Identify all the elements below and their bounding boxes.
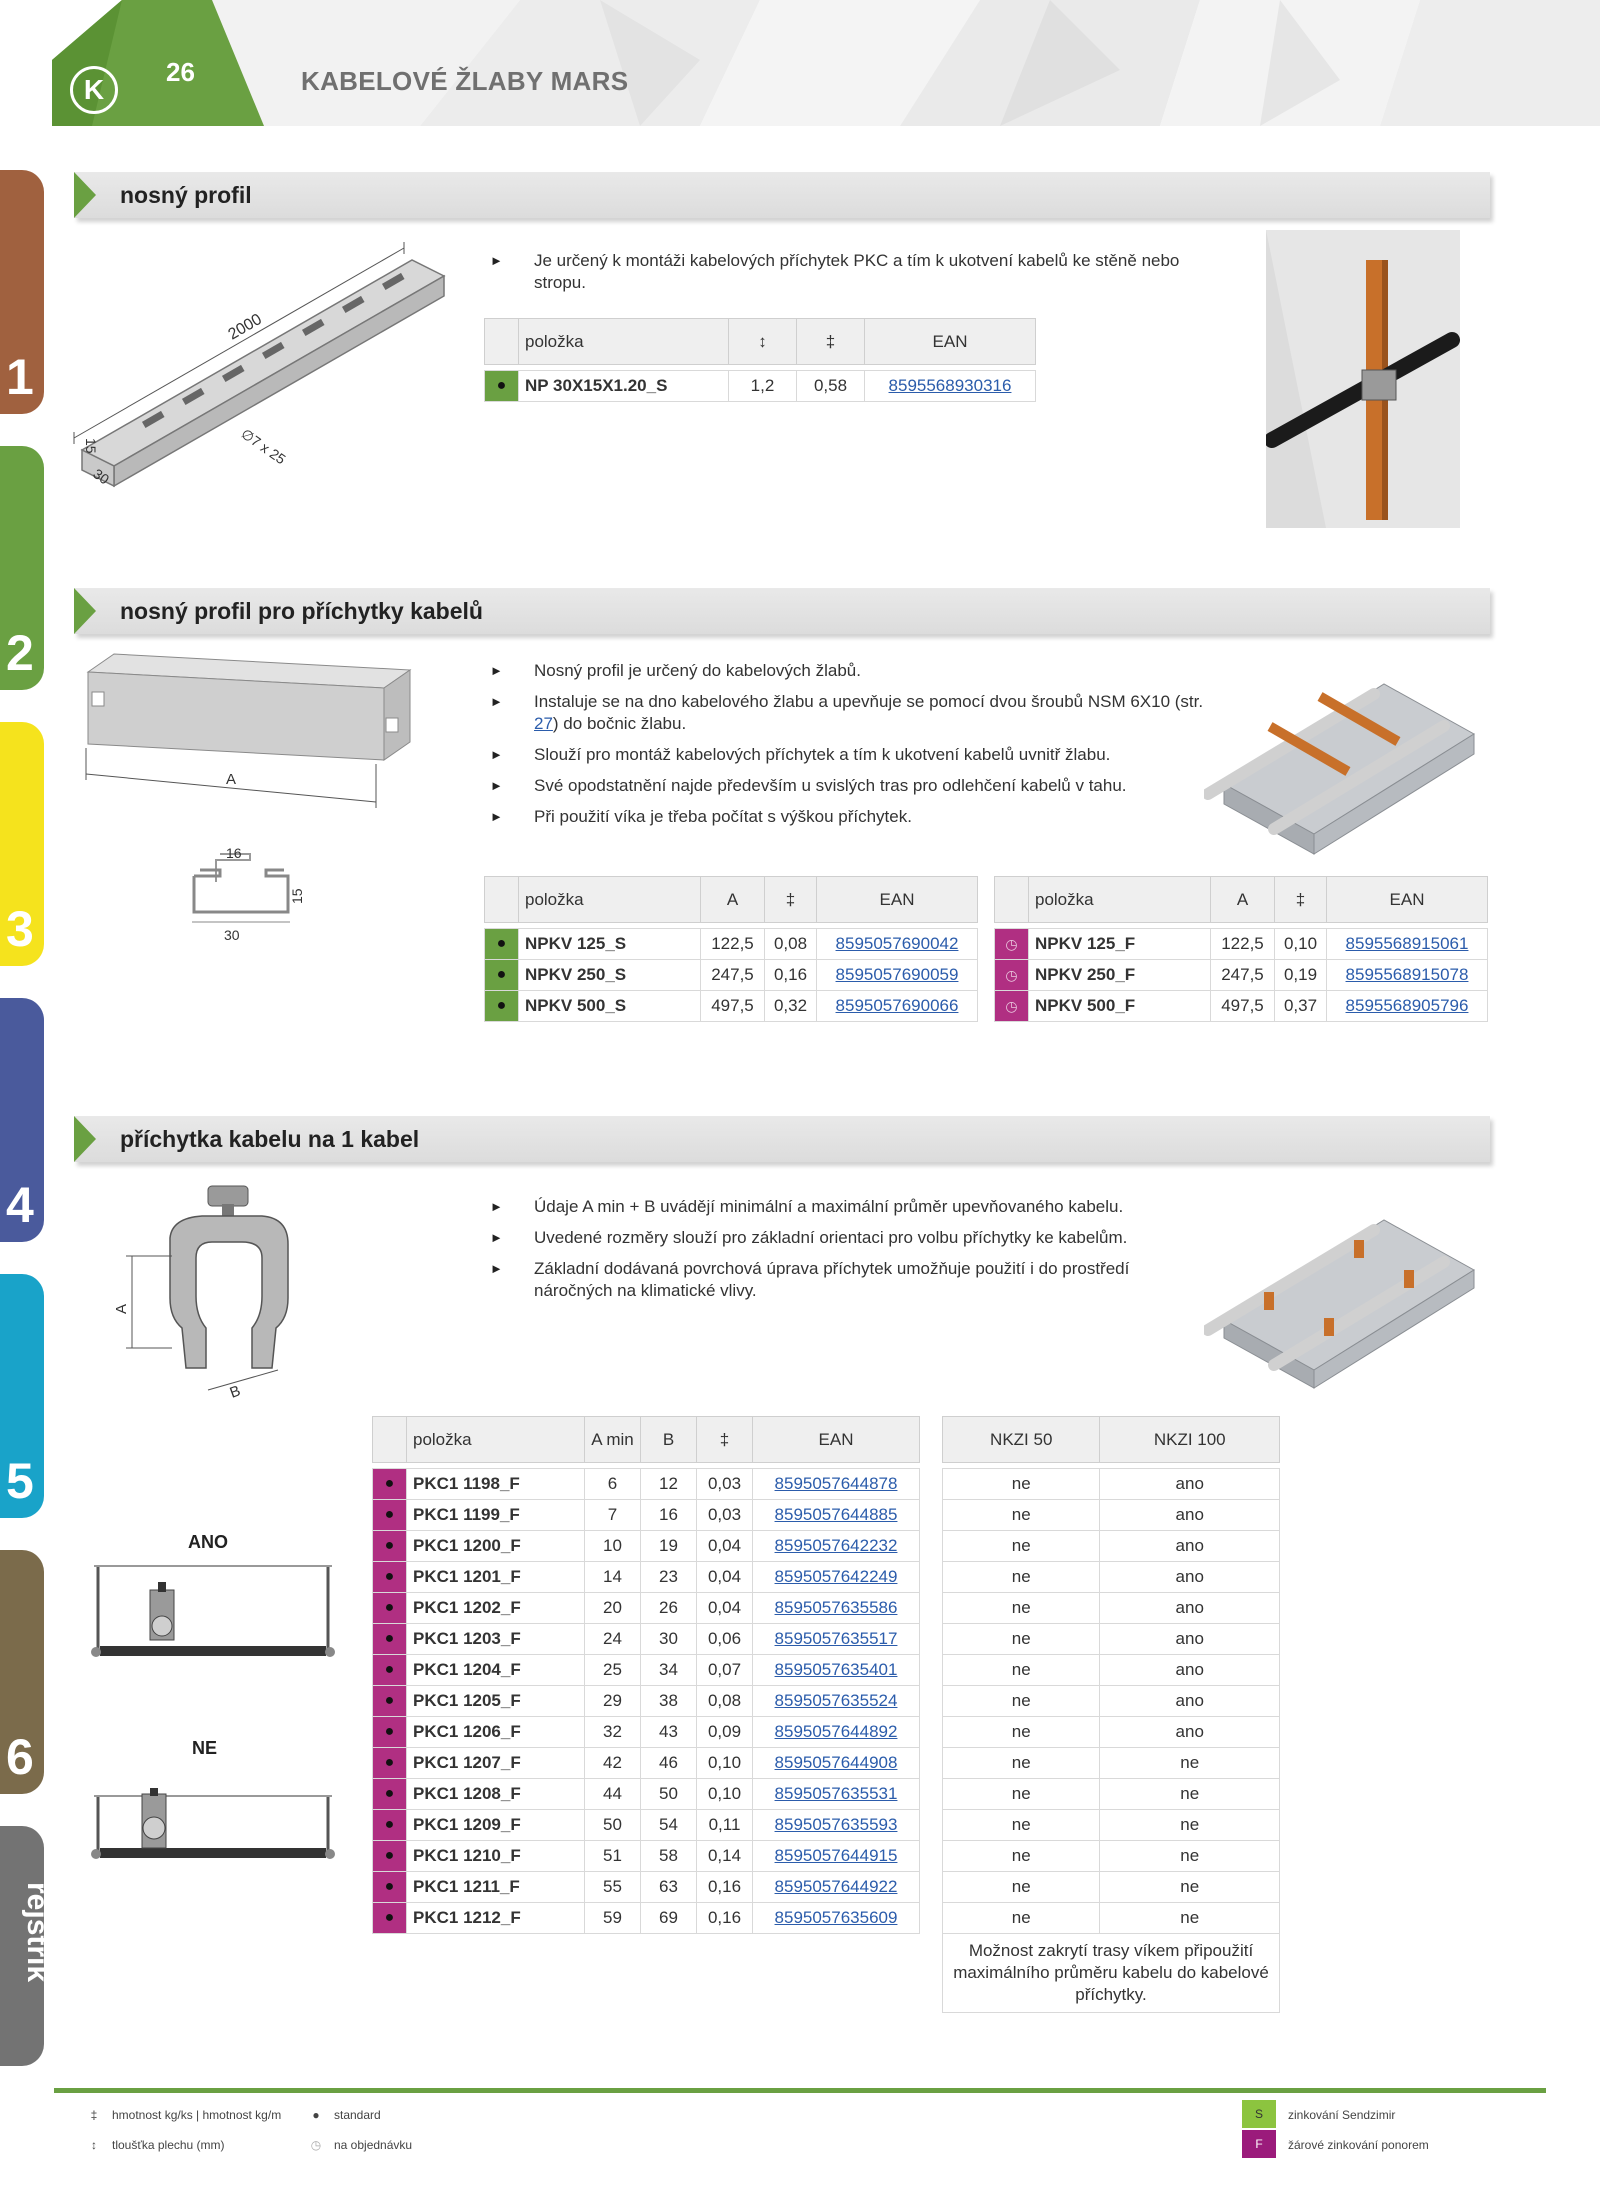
legend-order: ◷ na objednávku xyxy=(306,2138,412,2152)
npkv-cross-section xyxy=(180,842,320,952)
table-row: ● PKC1 1212_F 59 69 0,16 8595057635609 xyxy=(373,1903,920,1934)
header-marker xyxy=(485,877,519,923)
table-row: ◷ NPKV 125_F 122,5 0,10 8595568915061 xyxy=(995,929,1488,960)
ean-link[interactable]: 8595057642232 xyxy=(774,1536,898,1555)
ean-link[interactable]: 8595057690042 xyxy=(835,934,959,953)
table-row: ◷ NPKV 500_F 497,5 0,37 8595568905796 xyxy=(995,991,1488,1022)
thickness-icon: ↕ xyxy=(91,2138,97,2152)
table-row: ● PKC1 1199_F 7 16 0,03 8595057644885 xyxy=(373,1500,920,1531)
ean-link[interactable]: 8595057642249 xyxy=(774,1567,898,1586)
nkzi50-cell: ne xyxy=(943,1593,1100,1624)
table-row: ● PKC1 1203_F 24 30 0,06 8595057635517 xyxy=(373,1624,920,1655)
nkzi50-cell: ne xyxy=(943,1841,1100,1872)
hole-label: ∅7 x 25 xyxy=(238,425,289,468)
table-row xyxy=(943,1562,1280,1593)
section-title: nosný profil xyxy=(120,182,252,208)
ean-link[interactable]: 8595568930316 xyxy=(888,376,1012,395)
col-nkzi100: NKZI 100 xyxy=(1100,1417,1280,1463)
table-row: ● PKC1 1200_F 10 19 0,04 8595057642232 xyxy=(373,1531,920,1562)
standard-icon: ● xyxy=(373,1500,407,1531)
page-number: 26 xyxy=(166,57,195,87)
standard-icon: ● xyxy=(373,1562,407,1593)
legend-s: zinkování Sendzimir xyxy=(1288,2108,1396,2122)
nkzi100-cell: ne xyxy=(1100,1903,1280,1934)
length-label: 2000 xyxy=(225,310,265,344)
nkzi100-cell: ano xyxy=(1100,1500,1280,1531)
table-row: ● NPKV 125_S 122,5 0,08 8595057690042 xyxy=(485,929,978,960)
ean-link[interactable]: 8595057644915 xyxy=(774,1846,898,1865)
table-row xyxy=(943,1841,1280,1872)
s-badge: S xyxy=(1242,2100,1276,2128)
bullet-item: ► Údaje A min + B uvádějí minimální a maximální průměr upevňovaného kabelu. xyxy=(490,1196,1180,1218)
page-title: KABELOVÉ ŽLABY MARS xyxy=(301,66,629,96)
nkzi100-cell: ano xyxy=(1100,1717,1280,1748)
standard-icon: ● xyxy=(373,1810,407,1841)
nkzi100-cell: ne xyxy=(1100,1872,1280,1903)
tray-with-cover-ano xyxy=(88,1556,338,1666)
table-row xyxy=(943,1748,1280,1779)
table-row xyxy=(943,1624,1280,1655)
ean-link[interactable]: 8595568915061 xyxy=(1345,934,1469,953)
on-order-clock-icon: ◷ xyxy=(995,991,1029,1022)
tab-3[interactable]: 3 xyxy=(0,722,44,966)
nkzi100-cell: ano xyxy=(1100,1593,1280,1624)
bullet-item: ► Instaluje se na dno kabelového žlabu a upevňuje se pomocí dvou šroubů NSM 6X10 (str. 27) do bočnic žlabu. xyxy=(490,691,1210,735)
ean-link[interactable]: 8595057644878 xyxy=(774,1474,898,1493)
nkzi50-cell: ne xyxy=(943,1686,1100,1717)
nkzi50-cell: ne xyxy=(943,1872,1100,1903)
nkzi50-cell: ne xyxy=(943,1748,1100,1779)
col-polozka: položka xyxy=(1029,877,1211,923)
table-row: ● NPKV 500_S 497,5 0,32 8595057690066 xyxy=(485,991,978,1022)
table-row: ● PKC1 1207_F 42 46 0,10 8595057644908 xyxy=(373,1748,920,1779)
table-row: ● PKC1 1210_F 51 58 0,14 8595057644915 xyxy=(373,1841,920,1872)
cable-tray-photo xyxy=(1204,664,1486,864)
table-row: ● PKC1 1202_F 20 26 0,04 8595057635586 xyxy=(373,1593,920,1624)
standard-icon: ● xyxy=(485,960,519,991)
table-row xyxy=(943,1500,1280,1531)
nkzi100-cell: ano xyxy=(1100,1686,1280,1717)
nkzi100-cell: ano xyxy=(1100,1655,1280,1686)
table-row: ● PKC1 1204_F 25 34 0,07 8595057635401 xyxy=(373,1655,920,1686)
nkzi100-cell: ne xyxy=(1100,1748,1280,1779)
col-amin: A min xyxy=(585,1417,641,1463)
section2-table-s xyxy=(484,876,978,1022)
label-ne: NE xyxy=(192,1738,218,1758)
profile-drawing xyxy=(72,240,452,500)
section-header-prichytka-kabelu xyxy=(74,1116,1490,1162)
nkzi100-cell: ne xyxy=(1100,1841,1280,1872)
ean-link[interactable]: 8595057644885 xyxy=(774,1505,898,1524)
col-a: A xyxy=(1211,877,1275,923)
section1-table xyxy=(484,318,1036,402)
table-row: ● PKC1 1209_F 50 54 0,11 8595057635593 xyxy=(373,1810,920,1841)
standard-icon: ● xyxy=(373,1655,407,1686)
nkzi50-cell: ne xyxy=(943,1810,1100,1841)
table-row: ● PKC1 1208_F 44 50 0,10 8595057635531 xyxy=(373,1779,920,1810)
standard-icon: ● xyxy=(373,1593,407,1624)
table-row: ● PKC1 1211_F 55 63 0,16 8595057644922 xyxy=(373,1872,920,1903)
ean-link[interactable]: 8595568915078 xyxy=(1345,965,1469,984)
col-polozka: položka xyxy=(407,1417,585,1463)
standard-icon: ● xyxy=(373,1469,407,1500)
bullet-item: ► Uvedené rozměry slouží pro základní orientaci pro volbu příchytky ke kabelům. xyxy=(490,1227,1180,1249)
label-ano: ANO xyxy=(188,1532,228,1552)
standard-icon: ● xyxy=(373,1624,407,1655)
standard-icon: ● xyxy=(485,991,519,1022)
legend-weight: ‡ hmotnost kg/ks | hmotnost kg/m xyxy=(84,2108,281,2122)
col-nkzi50: NKZI 50 xyxy=(943,1417,1100,1463)
legend-thickness: ↕ tloušťka plechu (mm) xyxy=(84,2138,225,2152)
width-label: 30 xyxy=(90,465,113,488)
tab-4[interactable]: 4 xyxy=(0,998,44,1242)
nkzi100-cell: ano xyxy=(1100,1469,1280,1500)
table-row xyxy=(943,1810,1280,1841)
col-thickness: ↕ xyxy=(729,319,797,365)
standard-icon: ● xyxy=(373,1903,407,1934)
tab-2[interactable]: 2 xyxy=(0,446,44,690)
table-row: ● PKC1 1205_F 29 38 0,08 8595057635524 xyxy=(373,1686,920,1717)
ean-link[interactable]: 8595057690059 xyxy=(835,965,959,984)
nkzi100-cell: ano xyxy=(1100,1531,1280,1562)
on-order-clock-icon: ◷ xyxy=(995,929,1029,960)
nkzi100-cell: ne xyxy=(1100,1810,1280,1841)
table-row: ● PKC1 1206_F 32 43 0,09 8595057644892 xyxy=(373,1717,920,1748)
bullet-item: ► Slouží pro montáž kabelových příchytek a tím k ukotvení kabelů uvnitř žlabu. xyxy=(490,744,1210,766)
standard-icon: ● xyxy=(373,1872,407,1903)
standard-icon: ● xyxy=(373,1717,407,1748)
section3-table xyxy=(372,1416,920,1934)
f-badge: F xyxy=(1242,2130,1276,2158)
dim-a-label: A xyxy=(226,771,237,788)
tab-5[interactable]: 5 xyxy=(0,1274,44,1518)
header-marker xyxy=(995,877,1029,923)
col-ean: EAN xyxy=(817,877,978,923)
col-polozka: položka xyxy=(519,319,729,365)
section-title: nosný profil pro příchytky kabelů xyxy=(120,598,483,624)
table-row: ● PKC1 1201_F 14 23 0,04 8595057642249 xyxy=(373,1562,920,1593)
dim-top-label: 16 xyxy=(226,845,242,861)
nkzi50-cell: ne xyxy=(943,1469,1100,1500)
on-order-clock-icon: ◷ xyxy=(995,960,1029,991)
col-a: A xyxy=(701,877,765,923)
standard-icon: ● xyxy=(373,1841,407,1872)
table-row xyxy=(943,1717,1280,1748)
bullet-item: ► Nosný profil je určený do kabelových žlabů. xyxy=(490,660,1210,682)
tab-6[interactable]: 6 xyxy=(0,1550,44,1794)
nkzi-table xyxy=(942,1416,1280,2013)
table-row xyxy=(943,1686,1280,1717)
weight-icon: ‡ xyxy=(90,2108,98,2122)
wall-mount-photo xyxy=(1266,230,1460,528)
cable-tray-clamps-photo xyxy=(1204,1200,1486,1390)
standard-icon: ● xyxy=(373,1748,407,1779)
tray-with-cover-ne xyxy=(88,1788,338,1868)
standard-icon: ● xyxy=(373,1531,407,1562)
section-header-nosny-profil-prichytky xyxy=(74,588,1490,634)
nkzi50-cell: ne xyxy=(943,1624,1100,1655)
col-weight: ‡ xyxy=(697,1417,753,1463)
col-weight: ‡ xyxy=(1275,877,1327,923)
section2-table-f xyxy=(994,876,1488,1022)
ean-link[interactable]: 8595057635524 xyxy=(774,1691,898,1710)
section-header-nosny-profil xyxy=(74,172,1490,218)
dim-a-label: A xyxy=(113,1303,130,1314)
nkzi100-cell: ano xyxy=(1100,1562,1280,1593)
header-marker xyxy=(485,319,519,365)
page-link[interactable]: 27 xyxy=(534,714,553,733)
nkzi50-cell: ne xyxy=(943,1779,1100,1810)
nkzi50-cell: ne xyxy=(943,1655,1100,1686)
table-row xyxy=(943,1779,1280,1810)
ean-link[interactable]: 8595057635517 xyxy=(774,1629,898,1648)
section2-bullets xyxy=(490,660,1210,837)
nkzi50-cell: ne xyxy=(943,1562,1100,1593)
nkzi-note: Možnost zakrytí trasy víkem připoužití maximálního průměru kabelu do kabelové příchytky. xyxy=(943,1934,1280,2013)
nkzi50-cell: ne xyxy=(943,1903,1100,1934)
col-b: B xyxy=(641,1417,697,1463)
standard-icon: ● xyxy=(485,929,519,960)
section1-bullets xyxy=(490,250,1210,303)
section-arrow-icon xyxy=(74,1116,96,1162)
bullet-item: ► Je určený k montáži kabelových příchytek PKC a tím k ukotvení kabelů ke stěně nebo stropu. xyxy=(490,250,1210,294)
nkzi100-cell: ano xyxy=(1100,1624,1280,1655)
table-row xyxy=(943,1903,1280,1934)
bullet-item: ► Své opodstatnění najde především u svislých tras pro odlehčení kabelů v tahu. xyxy=(490,775,1210,797)
section-arrow-icon xyxy=(74,172,96,218)
standard-icon: ● xyxy=(485,371,519,402)
header-marker xyxy=(373,1417,407,1463)
ean-link[interactable]: 8595057644922 xyxy=(774,1877,898,1896)
col-ean: EAN xyxy=(1327,877,1488,923)
nkzi100-cell: ne xyxy=(1100,1779,1280,1810)
ean-link[interactable]: 8595057644908 xyxy=(774,1753,898,1772)
ean-link[interactable]: 8595057644892 xyxy=(774,1722,898,1741)
section3-bullets xyxy=(490,1196,1180,1311)
table-row: ● NP 30X15X1.20_S 1,2 0,58 8595568930316 xyxy=(485,371,1036,402)
col-ean: EAN xyxy=(753,1417,920,1463)
npkv-drawing xyxy=(80,652,420,822)
tab-1[interactable]: 1 xyxy=(0,170,44,414)
table-row: ● NPKV 250_S 247,5 0,16 8595057690059 xyxy=(485,960,978,991)
ean-link[interactable]: 8595057635593 xyxy=(774,1815,898,1834)
clamp-drawing xyxy=(112,1178,332,1408)
dim-b-label: B xyxy=(227,1382,243,1402)
tab-rejstrik[interactable]: rejstřík xyxy=(0,1826,44,2066)
company-logo: K xyxy=(70,66,118,114)
section-title: příchytka kabelu na 1 kabel xyxy=(120,1126,420,1152)
standard-icon: ● xyxy=(373,1686,407,1717)
table-row: ◷ NPKV 250_F 247,5 0,19 8595568915078 xyxy=(995,960,1488,991)
table-row: ● PKC1 1198_F 6 12 0,03 8595057644878 xyxy=(373,1469,920,1500)
legend-standard: ● standard xyxy=(306,2108,381,2122)
section-arrow-icon xyxy=(74,588,96,634)
bullet-item: ► Při použití víka je třeba počítat s výškou příchytek. xyxy=(490,806,1210,828)
col-weight: ‡ xyxy=(765,877,817,923)
table-row xyxy=(943,1593,1280,1624)
ean-link[interactable]: 8595057635401 xyxy=(774,1660,898,1679)
col-ean: EAN xyxy=(865,319,1036,365)
nkzi50-cell: ne xyxy=(943,1531,1100,1562)
ean-link[interactable]: 8595057635531 xyxy=(774,1784,898,1803)
ean-link[interactable]: 8595057635609 xyxy=(774,1908,898,1927)
ean-link[interactable]: 8595057690066 xyxy=(835,996,959,1015)
col-weight: ‡ xyxy=(797,319,865,365)
standard-icon: ● xyxy=(373,1779,407,1810)
legend-f: žárové zinkování ponorem xyxy=(1288,2138,1429,2152)
nkzi50-cell: ne xyxy=(943,1500,1100,1531)
ean-link[interactable]: 8595057635586 xyxy=(774,1598,898,1617)
nkzi50-cell: ne xyxy=(943,1717,1100,1748)
standard-icon: ● xyxy=(312,2108,320,2122)
dim-h-label: 15 xyxy=(289,888,305,904)
dim-w-label: 30 xyxy=(224,927,240,943)
footer-line xyxy=(54,2088,1546,2093)
table-row xyxy=(943,1531,1280,1562)
clock-icon: ◷ xyxy=(310,2138,322,2152)
height-label: 15 xyxy=(83,438,99,454)
bullet-item: ► Základní dodávaná povrchová úprava příchytek umožňuje použití i do prostředí náročných na klimatické vlivy. xyxy=(490,1258,1180,1302)
table-row xyxy=(943,1469,1280,1500)
table-row xyxy=(943,1872,1280,1903)
col-polozka: položka xyxy=(519,877,701,923)
ean-link[interactable]: 8595568905796 xyxy=(1345,996,1469,1015)
table-row xyxy=(943,1655,1280,1686)
